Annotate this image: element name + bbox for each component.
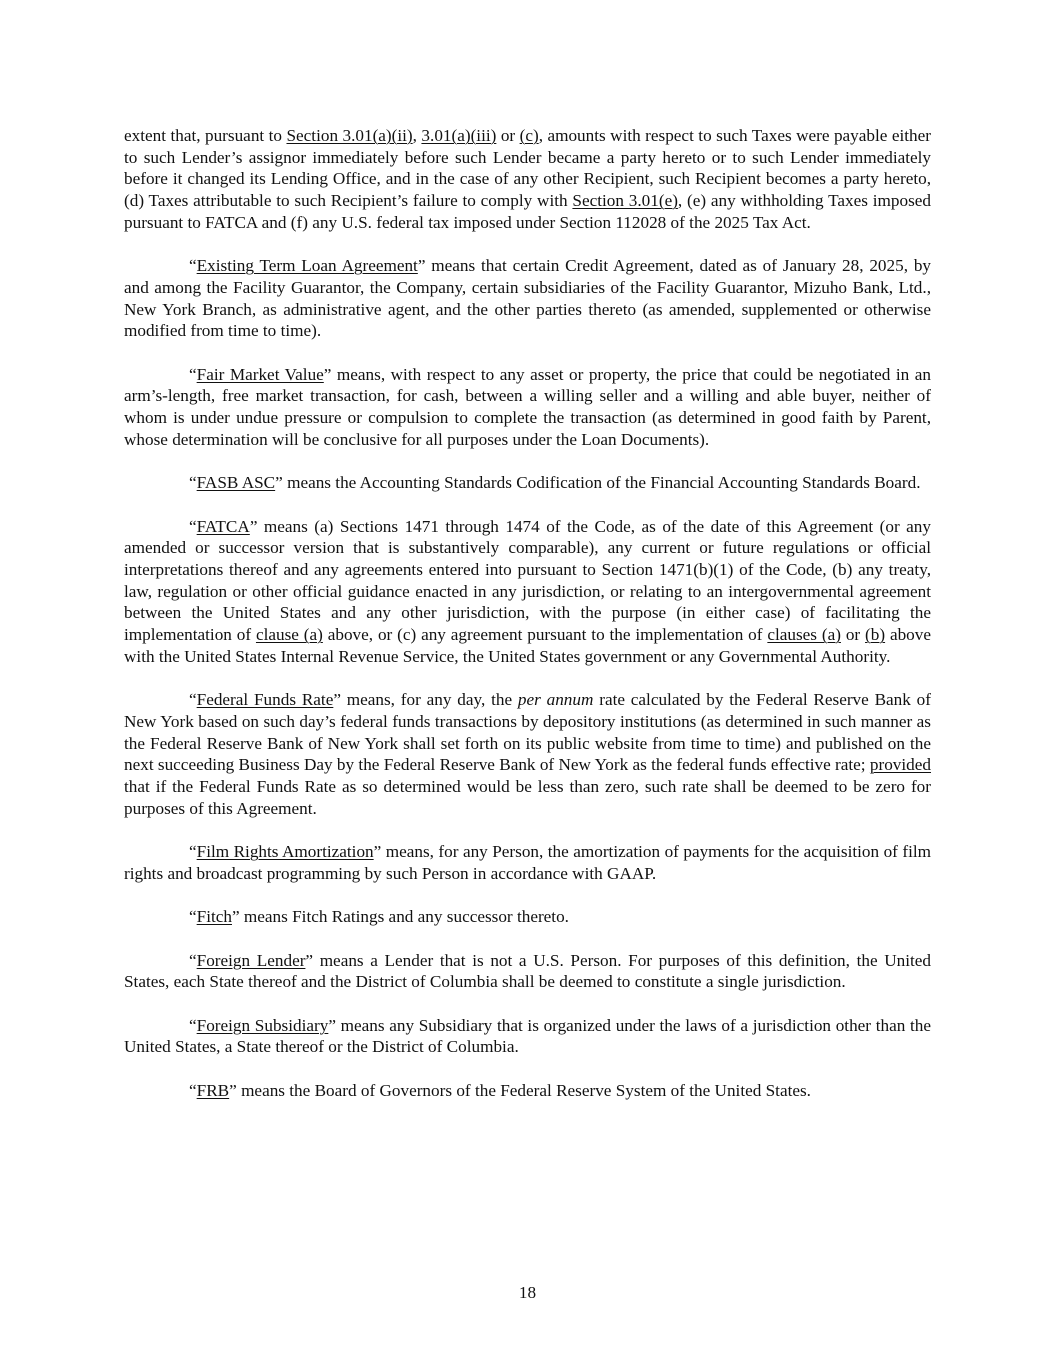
underlined-term: Foreign Subsidiary bbox=[196, 1015, 329, 1035]
text-run: ” means that certain Credit Agreement, dated as of January 28, 2025, by and among the Facility Guarantor, the Company, certain subsidiaries of the Facility Guarantor, Mizuho Bank, Ltd., New York Branch, as administrative agent, and the other parties thereto (as amended, supplemented or otherwise modified from time to time). bbox=[124, 256, 932, 341]
underlined-term: Section 3.01(a)(ii) bbox=[286, 126, 413, 145]
text-run: , amounts with respect to such Taxes were payable either to such Lender’s assignor immediately before such Lender became a party hereto or to such Lender immediately before it changed its Lending Office, and in the case of any other Recipient, such Recipient becomes a party hereto, (d) Taxes attributable to such Recipient’s failure to comply with bbox=[124, 126, 931, 211]
text-run: ” means any Subsidiary that is organized under the laws of a jurisdiction other than the United States, a State thereof or the District of Columbia. bbox=[124, 1015, 931, 1057]
page-number: 18 bbox=[518, 1283, 537, 1302]
text-run: ” means the Accounting Standards Codification of the Financial Accounting Standards Board. bbox=[275, 473, 921, 493]
underlined-term: Existing Term Loan Agreement bbox=[196, 256, 418, 276]
text-run: “ bbox=[189, 473, 197, 493]
text-run: ” means Fitch Ratings and any successor thereto. bbox=[231, 907, 569, 927]
underlined-term: Fitch bbox=[196, 907, 232, 927]
text-run: ” means (a) Sections 1471 through 1474 of the Code, as of the date of this Agreement (or any amended or successor version that is substantively comparable), any current or future regulations or official interpretations thereof and any agreements entered into pursuant to Section 1471(b)(1) of the Code, (b) any treaty, law, regulation or other official guidance enacted in any jurisdiction, or relating to an intergovernmental agreement between the United States and any other jurisdiction, with the purpose (in either case) of facilitating the implementation of bbox=[124, 516, 931, 645]
definition-existing-term-loan-agreement bbox=[124, 255, 931, 342]
definition-federal-funds-rate bbox=[124, 689, 931, 819]
underlined-term: Fair Market Value bbox=[196, 364, 324, 384]
underlined-term: Section 3.01(e) bbox=[572, 191, 678, 211]
text-run: ” means a Lender that is not a U.S. Person. For purposes of this definition, the United States, each State thereof and the District of Columbia shall be deemed to constitute a single jurisdiction. bbox=[124, 950, 931, 992]
definition-fair-market-value bbox=[124, 364, 931, 451]
underlined-term: FRB bbox=[196, 1080, 230, 1100]
text-run: or bbox=[840, 625, 866, 645]
definition-fitch bbox=[124, 906, 931, 928]
underlined-term: (c) bbox=[519, 126, 539, 145]
definition-fasb-asc bbox=[124, 472, 931, 494]
underlined-term: (b) bbox=[865, 625, 886, 645]
text-run: ” means, for any Person, the amortization of payments for the acquisition of film rights and broadcast programming by such Person in accordance with GAAP. bbox=[124, 842, 931, 883]
text-run: , (e) any withholding Taxes imposed pursuant to FATCA and (f) any U.S. federal tax imposed under Section 112028 of the 2025 Tax Act. bbox=[124, 191, 931, 232]
definition-fatca bbox=[124, 516, 931, 668]
text-run: “ bbox=[189, 842, 197, 862]
underlined-term: clause (a) bbox=[255, 625, 323, 645]
underlined-term: 3.01(a)(iii) bbox=[421, 126, 497, 145]
text-run: , bbox=[412, 126, 422, 145]
definition-foreign-lender bbox=[124, 950, 931, 993]
underlined-term: Federal Funds Rate bbox=[196, 690, 334, 710]
definition-frb bbox=[124, 1080, 931, 1102]
text-run: “ bbox=[189, 907, 197, 927]
text-run: “ bbox=[189, 516, 197, 536]
text-run: or bbox=[496, 126, 520, 145]
text-run: ” means, with respect to any asset or property, the price that could be negotiated in an arm’s-length, free market transaction, for cash, between a willing seller and a willing and able buyer, neither of whom is under undue pressure or compulsion to complete the transaction (as determined in good faith by Parent, whose determination will be conclusive for all purposes under the Loan Documents). bbox=[124, 364, 931, 449]
paragraph-continuation bbox=[124, 125, 931, 234]
definition-film-rights-amortization bbox=[124, 841, 931, 884]
underlined-term: Foreign Lender bbox=[196, 950, 306, 970]
text-run: extent that, pursuant to bbox=[124, 126, 287, 145]
text-run: “ bbox=[189, 364, 197, 384]
definition-foreign-subsidiary bbox=[124, 1015, 931, 1058]
text-run: ” means the Board of Governors of the Federal Reserve System of the United States. bbox=[229, 1080, 811, 1100]
text-run: rate calculated by the Federal Reserve Bank of New York based on such day’s federal funds transactions by depository institutions (as determined in such manner as the Federal Reserve Bank of New York shall set forth on its public website from time to time) and published on the next succeeding Business Day by the Federal Reserve Bank of New York as the federal funds effective rate; bbox=[124, 690, 931, 775]
text-run: above with the United States Internal Revenue Service, the United States government or any Governmental Authority. bbox=[124, 625, 931, 666]
text-run: above, or (c) any agreement pursuant to the implementation of bbox=[322, 625, 768, 645]
text-run: that if the Federal Funds Rate as so determined would be less than zero, such rate shall be deemed to be zero for purposes of this Agreement. bbox=[124, 777, 931, 818]
text-run: “ bbox=[189, 1080, 197, 1100]
text-run: “ bbox=[189, 690, 197, 710]
underlined-term: Film Rights Amortization bbox=[196, 842, 374, 862]
underlined-term: clauses (a) bbox=[767, 625, 841, 645]
underlined-term: provided bbox=[869, 755, 931, 775]
underlined-term: FATCA bbox=[196, 516, 250, 536]
text-run: “ bbox=[189, 256, 197, 276]
document-body bbox=[124, 125, 931, 1123]
underlined-term: FASB ASC bbox=[196, 473, 276, 493]
italic-text: per annum bbox=[517, 690, 594, 710]
text-run: “ bbox=[189, 950, 197, 970]
text-run: “ bbox=[189, 1015, 197, 1035]
text-run: ” means, for any day, the bbox=[333, 690, 518, 710]
